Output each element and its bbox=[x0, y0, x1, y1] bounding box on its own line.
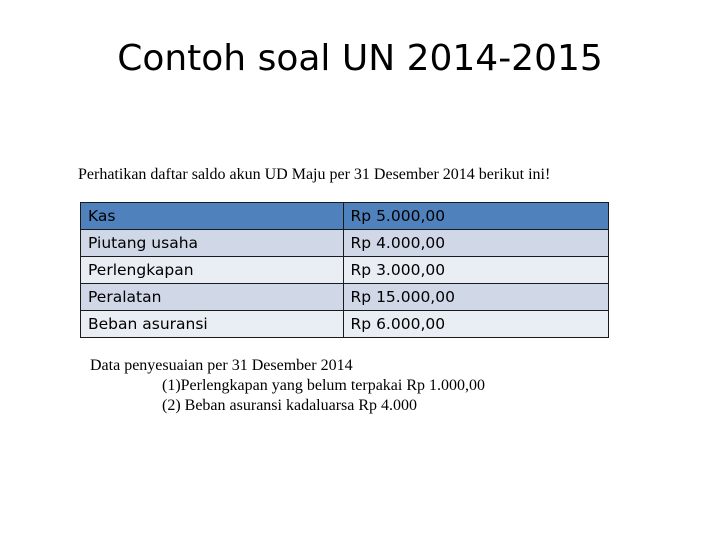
adjustment-item: (1)Perlengkapan yang belum terpakai Rp 1.000,00 bbox=[162, 377, 486, 394]
account-value-cell: Rp 15.000,00 bbox=[343, 284, 608, 311]
account-balance-table bbox=[80, 202, 609, 338]
slide-title: Contoh soal UN 2014-2015 bbox=[117, 38, 603, 79]
adjustment-item: (2) Beban asuransi kadaluarsa Rp 4.000 bbox=[162, 397, 418, 414]
adjustment-heading: Data penyesuaian per 31 Desember 2014 bbox=[90, 357, 353, 374]
account-value-cell: Rp 5.000,00 bbox=[343, 203, 608, 230]
adjustment-data bbox=[90, 356, 485, 416]
account-name-cell: Peralatan bbox=[81, 284, 344, 311]
table-row bbox=[81, 203, 609, 230]
account-value-cell: Rp 6.000,00 bbox=[343, 311, 608, 338]
account-name-cell: Beban asuransi bbox=[81, 311, 344, 338]
intro-text: Perhatikan daftar saldo akun UD Maju per 31 Desember 2014 berikut ini! bbox=[78, 166, 551, 183]
table-row bbox=[81, 284, 609, 311]
account-value-cell: Rp 3.000,00 bbox=[343, 257, 608, 284]
table-row bbox=[81, 230, 609, 257]
account-name-cell: Perlengkapan bbox=[81, 257, 344, 284]
table-row bbox=[81, 311, 609, 338]
account-value-cell: Rp 4.000,00 bbox=[343, 230, 608, 257]
account-name-cell: Piutang usaha bbox=[81, 230, 344, 257]
table-row bbox=[81, 257, 609, 284]
account-name-cell: Kas bbox=[81, 203, 344, 230]
